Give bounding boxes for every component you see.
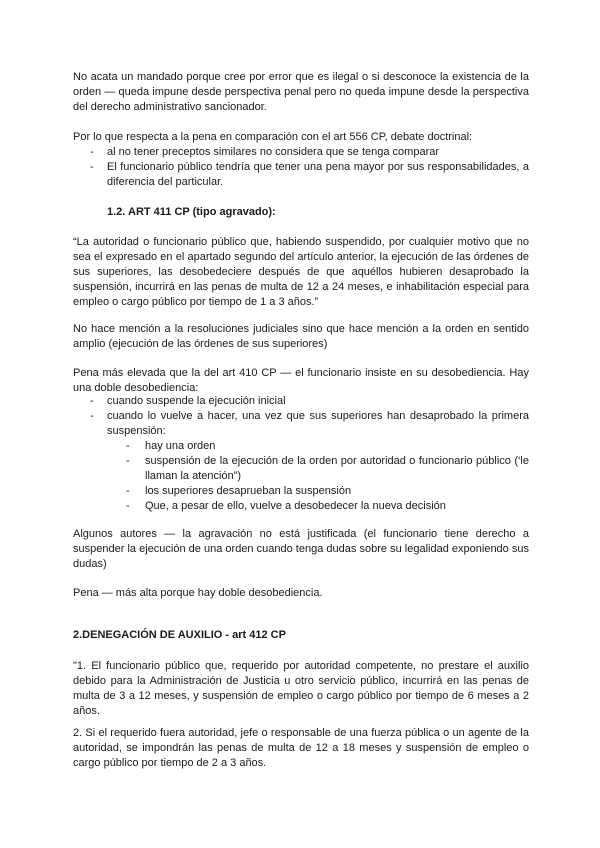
list-item: - cuando suspende la ejecución inicial	[90, 395, 286, 407]
dash-bullet: -	[90, 161, 94, 173]
paragraph-resoluciones-judiciales: No hace mención a la resoluciones judiciales sino que hace mención a la orden en sentido amplio (ejecución de las órdenes de sus superiores)	[73, 323, 529, 350]
list-doble-desobediencia	[73, 394, 529, 439]
quote-art-412-section-2: 2. Si el requerido fuera autoridad, jefe o responsable de una fuerza pública o un agente de la autoridad, se impondrán las penas de multa de 12 a 18 meses y suspensión de empleo o cargo público por tiempo de 2 a 3 años.	[73, 727, 529, 769]
quote-art-411: “La autoridad o funcionario público que, habiendo suspendido, por cualquier motivo que no sea el expresado en el apartado segundo del artículo anterior, la ejecución de las órdenes de sus superiores, las desobedeciere después de que aquéllos hubieren desaprobado la suspensión, incurrirá en las penas de multa de 12 a 24 meses, e inhabilitación especial para empleo o cargo público por tiempo de 1 a 3 años.”	[73, 236, 529, 308]
list-item: - suspensión de la ejecución de la orden por autoridad o funcionario público (‘le llaman la atención”)	[126, 455, 529, 482]
paragraph-pena-comparacion: Por lo que respecta a la pena en comparación con el art 556 CP, debate doctrinal:	[73, 131, 473, 143]
dash-bullet: -	[126, 500, 130, 512]
list-item: - los superiores desaprueban la suspensión	[126, 485, 352, 497]
quote-art-412-section-1: "1. El funcionario público que, requerido por autoridad competente, no prestare el auxilio debido para la Administración de Justicia u otro servicio público, incurrirá en las penas de multa de 3 a 12 meses, y suspensión de empleo o cargo público por tiempo de 6 meses a 2 años.	[73, 660, 529, 717]
paragraph-pena-elevada: Pena más elevada que la del art 410 CP — el funcionario insiste en su desobediencia. Hay una doble desobediencia:	[73, 367, 529, 394]
paragraph-mandado: No acata un mandado porque cree por error que es ilegal o si desconoce la existencia de la orden — queda impune desde perspectiva penal pero no queda impune desde la perspectiva del derecho administrativo sancionador.	[73, 71, 529, 113]
section-heading-art-411: 1.2. ART 411 CP (tipo agravado):	[107, 206, 276, 218]
paragraph-pena-alta: Pena — más alta porque hay doble desobediencia.	[73, 587, 323, 599]
dash-bullet: -	[126, 455, 130, 467]
dash-bullet: -	[90, 146, 94, 158]
dash-bullet: -	[126, 440, 130, 452]
section-heading-art-412: 2.DENEGACIÓN DE AUXILIO - art 412 CP	[73, 629, 286, 641]
sublist-suspension	[73, 439, 529, 514]
list-item: - al no tener preceptos similares no considera que se tenga comparar	[90, 146, 440, 158]
list-item: - hay una orden	[126, 440, 216, 452]
list-item: - El funcionario público tendría que tener una pena mayor por sus responsabilidades, a diferencia del particular.	[90, 161, 529, 188]
dash-bullet: -	[90, 395, 94, 407]
paragraph-algunos-autores: Algunos autores — la agravación no está justificada (el funcionario tiene derecho a suspender la ejecución de una orden cuando tenga dudas sobre su legalidad exponiendo sus dudas)	[73, 528, 529, 570]
list-item: - Que, a pesar de ello, vuelve a desobedecer la nueva decisión	[126, 500, 446, 512]
list-item: - cuando lo vuelve a hacer, una vez que sus superiores han desaprobado la primera suspensión:	[90, 410, 529, 437]
dash-bullet: -	[126, 485, 130, 497]
list-debate-doctrinal	[73, 145, 529, 190]
dash-bullet: -	[90, 410, 94, 422]
